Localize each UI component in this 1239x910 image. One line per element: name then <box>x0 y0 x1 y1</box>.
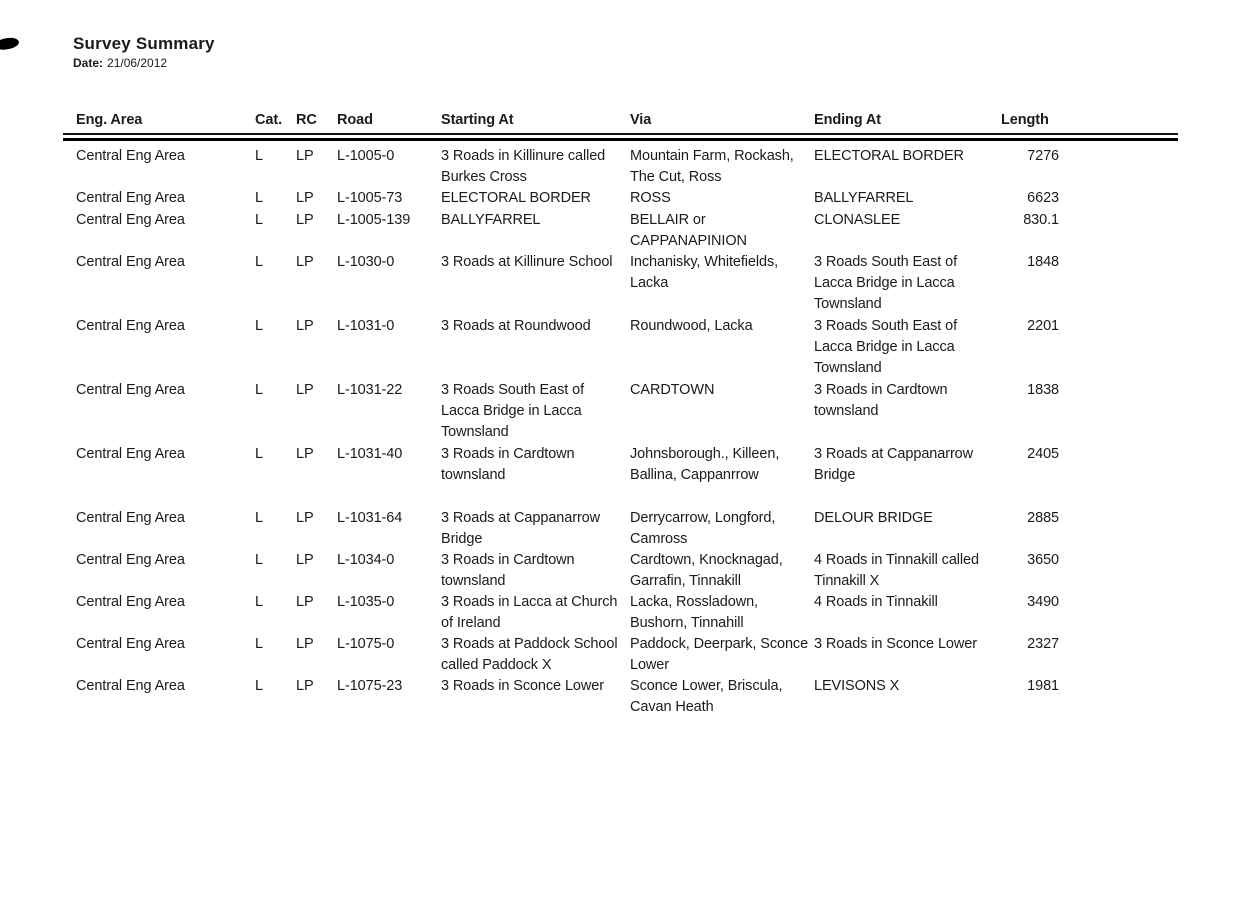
cell-ending_at: 3 Roads South East of Lacca Bridge in Lacca Townsland <box>814 254 957 312</box>
cell-starting_at: 3 Roads South East of Lacca Bridge in Lacca Townsland <box>441 382 584 440</box>
cell-cat: L <box>255 594 263 610</box>
cell-ending_at: ELECTORAL BORDER <box>814 148 964 164</box>
cell-via: BELLAIR or CAPPANAPINION <box>630 212 747 249</box>
cell-cat: L <box>255 148 263 164</box>
cell-length: 2405 <box>1027 446 1059 462</box>
report-page <box>0 34 1239 718</box>
column-header-starting_at: Starting At <box>441 110 630 135</box>
table-header-row <box>63 110 1178 135</box>
cell-length: 1838 <box>1027 382 1059 398</box>
column-header-rc: RC <box>296 110 337 135</box>
cell-road: L-1031-0 <box>337 318 395 334</box>
cell-ending_at: LEVISONS X <box>814 678 900 694</box>
cell-cat: L <box>255 382 263 398</box>
cell-eng_area: Central Eng Area <box>76 254 185 270</box>
cell-ending_at: 3 Roads South East of Lacca Bridge in Lacca Townsland <box>814 318 957 376</box>
cell-via: Lacka, Rossladown, Bushorn, Tinnahill <box>630 594 758 631</box>
cell-via: CARDTOWN <box>630 382 715 398</box>
column-header-spacer <box>1061 110 1178 135</box>
cell-via: ROSS <box>630 190 671 206</box>
cell-rc: LP <box>296 594 314 610</box>
cell-rc: LP <box>296 678 314 694</box>
cell-spacer <box>1061 188 1178 210</box>
cell-eng_area: Central Eng Area <box>76 446 185 462</box>
cell-ending_at: 3 Roads in Cardtown townsland <box>814 382 948 419</box>
table-row <box>63 380 1178 444</box>
cell-road: L-1030-0 <box>337 254 395 270</box>
cell-spacer <box>1061 444 1178 508</box>
cell-cat: L <box>255 678 263 694</box>
cell-eng_area: Central Eng Area <box>76 552 185 568</box>
cell-road: L-1031-22 <box>337 382 403 398</box>
cell-rc: LP <box>296 446 314 462</box>
cell-starting_at: 3 Roads in Killinure called Burkes Cross <box>441 148 606 185</box>
cell-ending_at: 4 Roads in Tinnakill called Tinnakill X <box>814 552 979 589</box>
table-row <box>63 592 1178 634</box>
cell-ending_at: DELOUR BRIDGE <box>814 510 933 526</box>
cell-rc: LP <box>296 190 314 206</box>
cell-length: 3490 <box>1027 594 1059 610</box>
cell-rc: LP <box>296 552 314 568</box>
cell-spacer <box>1061 252 1178 316</box>
cell-spacer <box>1061 676 1178 718</box>
table-header <box>63 110 1178 135</box>
cell-starting_at: 3 Roads in Cardtown townsland <box>441 446 575 483</box>
cell-length: 2327 <box>1027 636 1059 652</box>
cell-via: Derrycarrow, Longford, Camross <box>630 510 776 547</box>
cell-road: L-1075-23 <box>337 678 403 694</box>
cell-eng_area: Central Eng Area <box>76 148 185 164</box>
column-header-length: Length <box>1001 110 1061 135</box>
cell-length: 6623 <box>1027 190 1059 206</box>
cell-cat: L <box>255 446 263 462</box>
table-row <box>63 634 1178 676</box>
cell-via: Roundwood, Lacka <box>630 318 753 334</box>
table-row <box>63 252 1178 316</box>
column-header-ending_at: Ending At <box>814 110 1001 135</box>
cell-starting_at: BALLYFARREL <box>441 212 541 228</box>
cell-starting_at: ELECTORAL BORDER <box>441 190 591 206</box>
cell-starting_at: 3 Roads in Lacca at Church of Ireland <box>441 594 618 631</box>
report-date <box>73 56 1239 70</box>
cell-eng_area: Central Eng Area <box>76 510 185 526</box>
cell-starting_at: 3 Roads at Cappanarrow Bridge <box>441 510 601 547</box>
cell-spacer <box>1061 592 1178 634</box>
cell-starting_at: 3 Roads at Killinure School <box>441 254 613 270</box>
cell-ending_at: 3 Roads at Cappanarrow Bridge <box>814 446 974 483</box>
cell-cat: L <box>255 636 263 652</box>
cell-spacer <box>1061 508 1178 550</box>
cell-eng_area: Central Eng Area <box>76 212 185 228</box>
date-label: Date: <box>73 56 104 70</box>
cell-cat: L <box>255 190 263 206</box>
table-row <box>63 188 1178 210</box>
cell-via: Paddock, Deerpark, Sconce Lower <box>630 636 809 673</box>
cell-spacer <box>1061 210 1178 252</box>
cell-via: Cardtown, Knocknagad, Garrafin, Tinnakill <box>630 552 783 589</box>
cell-eng_area: Central Eng Area <box>76 382 185 398</box>
table-row <box>63 676 1178 718</box>
cell-ending_at: CLONASLEE <box>814 212 901 228</box>
cell-rc: LP <box>296 636 314 652</box>
cell-starting_at: 3 Roads in Cardtown townsland <box>441 552 575 589</box>
cell-eng_area: Central Eng Area <box>76 636 185 652</box>
column-header-cat: Cat. <box>255 110 296 135</box>
cell-starting_at: 3 Roads at Paddock School called Paddock X <box>441 636 618 673</box>
column-header-road: Road <box>337 110 441 135</box>
cell-road: L-1075-0 <box>337 636 395 652</box>
cell-via: Inchanisky, Whitefields, Lacka <box>630 254 779 291</box>
cell-eng_area: Central Eng Area <box>76 318 185 334</box>
cell-length: 2885 <box>1027 510 1059 526</box>
cell-cat: L <box>255 212 263 228</box>
cell-length: 1981 <box>1027 678 1059 694</box>
cell-eng_area: Central Eng Area <box>76 594 185 610</box>
cell-starting_at: 3 Roads at Roundwood <box>441 318 591 334</box>
cell-cat: L <box>255 510 263 526</box>
cell-cat: L <box>255 318 263 334</box>
page-title: Survey Summary <box>73 34 215 53</box>
cell-ending_at: 3 Roads in Sconce Lower <box>814 636 977 652</box>
cell-spacer <box>1061 550 1178 592</box>
cell-starting_at: 3 Roads in Sconce Lower <box>441 678 604 694</box>
cell-eng_area: Central Eng Area <box>76 678 185 694</box>
cell-road: L-1035-0 <box>337 594 395 610</box>
cell-rc: LP <box>296 382 314 398</box>
survey-summary-table <box>63 110 1178 718</box>
table-row <box>63 508 1178 550</box>
cell-spacer <box>1061 380 1178 444</box>
cell-road: L-1031-40 <box>337 446 403 462</box>
cell-rc: LP <box>296 254 314 270</box>
cell-cat: L <box>255 254 263 270</box>
cell-ending_at: BALLYFARREL <box>814 190 914 206</box>
cell-via: Mountain Farm, Rockash, The Cut, Ross <box>630 148 794 185</box>
cell-spacer <box>1061 316 1178 380</box>
cell-rc: LP <box>296 212 314 228</box>
table-row <box>63 141 1178 188</box>
cell-spacer <box>1061 141 1178 188</box>
column-header-eng_area: Eng. Area <box>63 110 255 135</box>
cell-eng_area: Central Eng Area <box>76 190 185 206</box>
table-row <box>63 316 1178 380</box>
date-value: 21/06/2012 <box>107 56 168 70</box>
cell-length: 830.1 <box>1023 212 1059 228</box>
cell-ending_at: 4 Roads in Tinnakill <box>814 594 938 610</box>
cell-cat: L <box>255 552 263 568</box>
cell-via: Sconce Lower, Briscula, Cavan Heath <box>630 678 783 715</box>
cell-road: L-1034-0 <box>337 552 395 568</box>
cell-via: Johnsborough., Killeen, Ballina, Cappanrrow <box>630 446 780 483</box>
table-row <box>63 210 1178 252</box>
cell-rc: LP <box>296 318 314 334</box>
cell-road: L-1005-139 <box>337 212 411 228</box>
table-row <box>63 550 1178 592</box>
cell-road: L-1005-73 <box>337 190 403 206</box>
table-row <box>63 444 1178 508</box>
column-header-via: Via <box>630 110 814 135</box>
cell-length: 1848 <box>1027 254 1059 270</box>
cell-road: L-1005-0 <box>337 148 395 164</box>
cell-rc: LP <box>296 148 314 164</box>
cell-spacer <box>1061 634 1178 676</box>
cell-length: 2201 <box>1027 318 1059 334</box>
cell-road: L-1031-64 <box>337 510 403 526</box>
cell-length: 3650 <box>1027 552 1059 568</box>
cell-rc: LP <box>296 510 314 526</box>
cell-length: 7276 <box>1027 148 1059 164</box>
